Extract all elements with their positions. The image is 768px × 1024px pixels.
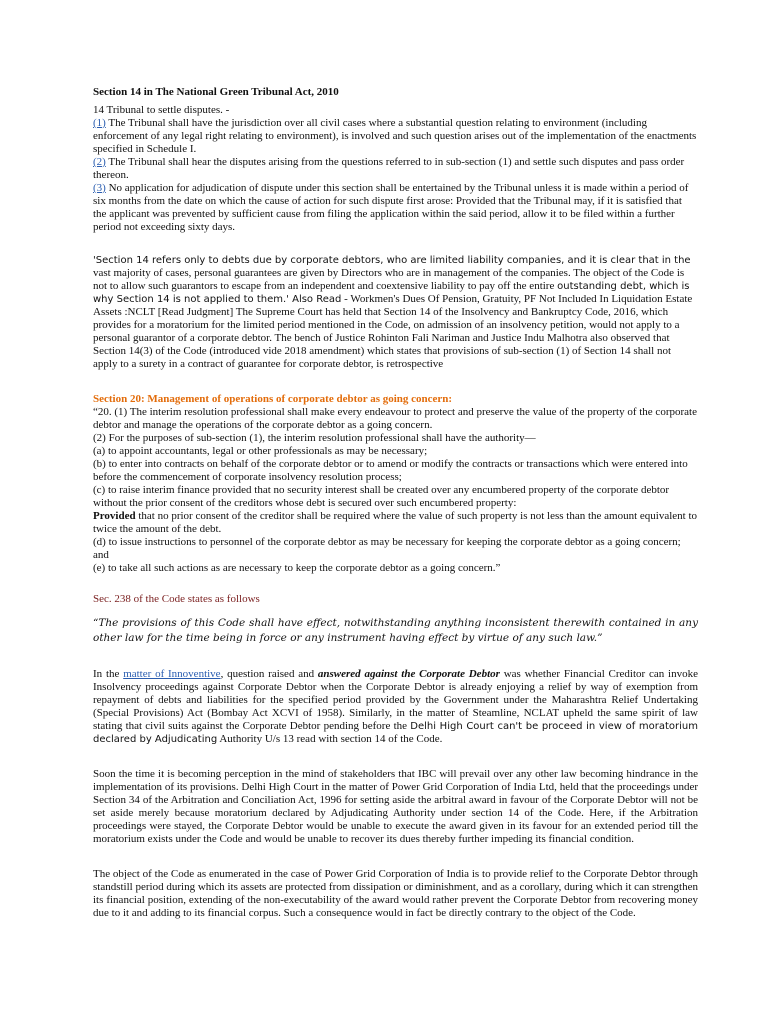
paragraph-2-part-2: vast majority of cases, personal guarantees are given by Directors who are in management of the companies. The object of the Code is not to allow such guarantors to escape from an independent and coextensive liability to pay off the entire	[93, 267, 685, 292]
innoventive-emphasis: answered against the Corporate Debtor	[317, 668, 500, 680]
section-14-item-2	[93, 156, 698, 182]
footnote-link-3[interactable]: (3)	[93, 182, 106, 194]
section-20-line-a: (a) to appoint accountants, legal or other professionals as may be necessary;	[93, 445, 428, 457]
section-20-line-e: (e) to take all such actions as are necessary to keep the corporate debtor as a going concern.”	[93, 562, 501, 574]
innoventive-post-3: Authority U/s 13 read with section 14 of the Code.	[217, 733, 443, 745]
section-20-line-c: (c) to raise interim finance provided that no security interest shall be created over any encumbered property of the corporate debtor without the prior consent of the creditors whose debt is secured over such encumbered property:	[93, 484, 670, 509]
footnote-link-2[interactable]: (2)	[93, 156, 106, 168]
innoventive-post-1: was whether Financial Creditor can invoke Insolvency proceedings against Corporate Debtor when the Corporate Debtor is already enjoying a relief by way of exemption from repayment of debts and liabilities for the specified period provided by the Government under the Maharashtra Relief Undertaking (Special Provisions) Act (Bombay Act XCVI of 1958). Similarly, in the matter of Steamline, NCLAT upheld the same spirit of law stating that civil suits against the Corporate Debtor pending before the	[93, 668, 698, 732]
innoventive-mid: , question raised and	[220, 668, 318, 680]
paragraph-2-part-1: 'Section 14 refers only to debts due by corporate debtors, who are limited liability companies, and it is clear that in the	[93, 255, 691, 266]
innoventive-pre: In the	[93, 668, 124, 680]
provided-label: Provided	[93, 510, 136, 522]
section-20-line-d: (d) to issue instructions to personnel of the corporate debtor as may be necessary for keeping the corporate debtor as a going concern; and	[93, 536, 681, 561]
personal-guarantor-paragraph	[93, 254, 698, 371]
power-grid-paragraph: Soon the time it is becoming perception in the mind of stakeholders that IBC will prevail over any other law becoming hindrance in the implementation of its provisions. Delhi High Court in the matter of Power Grid Corporation of India Ltd, held that the proceedings under Section 34 of the Arbitration and Conciliation Act, 1996 for setting aside the arbitral award in favour of the Corporate Debtor will not be set aside merely because moratorium declared by Adjudicating Authority under section 14 of the Code. Here, if the Arbitration proceedings were stayed, the Corporate Debtor would be unable to execute the award given in its favour for an extended period till the moratorium exists under the Code and would be unable to recover its dues thereby further impeding its financial condition.	[93, 768, 698, 845]
section-14-item-2-text: The Tribunal shall hear the disputes arising from the questions referred to in sub-section (1) and settle such disputes and pass order thereon.	[93, 156, 685, 181]
sec-238-quote: “The provisions of this Code shall have effect, notwithstanding anything inconsistent therewith contained in any other law for the time being in force or any instrument having effect by virtue of any such law.”	[93, 617, 698, 644]
code-object-paragraph: The object of the Code as enumerated in the case of Power Grid Corporation of India is to provide relief to the Corporate Debtor through standstill period during which its assets are protected from dissipation or diminishment, and as a corollary, during which it can strengthen its financial position, extending of the non-executability of the award would rather prevent the Corporate Debtor from recovering money due to it and adding to its financial corpus. Such a consequence would in fact be directly contrary to the object of the Code.	[93, 868, 698, 919]
section-20-line-b: (b) to enter into contracts on behalf of the corporate debtor or to amend or modify the contracts or transactions which were entered into before the commencement of corporate insolvency resolution process;	[93, 458, 688, 483]
innoventive-link[interactable]: matter of Innoventive	[123, 668, 221, 680]
innoventive-post-2: Delhi High Court can't be proceed in view of moratorium declared by Adjudicating	[93, 721, 698, 745]
proviso-text: that no prior consent of the creditor shall be required where the value of such property is not less than the amount equivalent to twice the amount of the debt.	[93, 510, 698, 535]
section-14-item-1	[93, 117, 698, 156]
section-20-line-1: “20. (1) The interim resolution professional shall make every endeavour to protect and preserve the value of the property of the corporate debtor and manage the operations of the corporate debtor as a going concern.	[93, 406, 697, 431]
paragraph-2-part-3: outstanding debt, which is why Section 14 is not applied to them.' Also Read	[93, 281, 690, 305]
section-14-body	[93, 104, 698, 234]
section-14-item-1-text: The Tribunal shall have the jurisdiction over all civil cases where a substantial question relating to environment (including enforcement of any legal right relating to environment), is involved and such question arises out of the implementation of the enactments specified in Schedule I.	[93, 117, 697, 155]
footnote-link-1[interactable]: (1)	[93, 117, 106, 129]
section-14-title: Section 14 in The National Green Tribunal Act, 2010	[93, 86, 339, 98]
section-20-block	[93, 393, 698, 575]
sec-238-heading: Sec. 238 of the Code states as follows	[93, 593, 260, 605]
section-14-intro: 14 Tribunal to settle disputes. -	[93, 104, 230, 116]
section-14-item-3-text: No application for adjudication of dispute under this section shall be entertained by the Tribunal unless it is made within a period of six months from the date on which the cause of action for such dispute first arose: Provided that the Tribunal may, if it is satisfied that the applicant was prevented by sufficient cause from filing the application within the said period, allow it to be filed within a further period not exceeding sixty days.	[93, 182, 689, 233]
section-14-item-3	[93, 182, 698, 234]
innoventive-paragraph	[93, 668, 698, 746]
paragraph-2-part-4: - Workmen's Dues Of Pension, Gratuity, PF Not Included In Liquidation Estate Assets :NCLT [Read Judgment] The Supreme Court has held that Section 14 of the Insolvency and Bankruptcy Code, 2016, which provides for a moratorium for the limited period mentioned in the Code, on admission of an insolvency petition, would not apply to a personal guarantor of a corporate debtor. The bench of Justice Rohinton Fali Nariman and Justice Indu Malhotra also observed that Section 14(3) of the Code (introduced vide 2018 amendment) which states that provisions of sub-section (1) of Section 14 shall not apply to a surety in a contract of guarantee for corporate debtor, is retrospective	[93, 293, 693, 370]
section-20-proviso	[93, 510, 698, 536]
section-20-heading: Section 20: Management of operations of corporate debtor as going concern:	[93, 393, 453, 405]
section-20-line-2: (2) For the purposes of sub-section (1), the interim resolution professional shall have the authority—	[93, 432, 536, 444]
